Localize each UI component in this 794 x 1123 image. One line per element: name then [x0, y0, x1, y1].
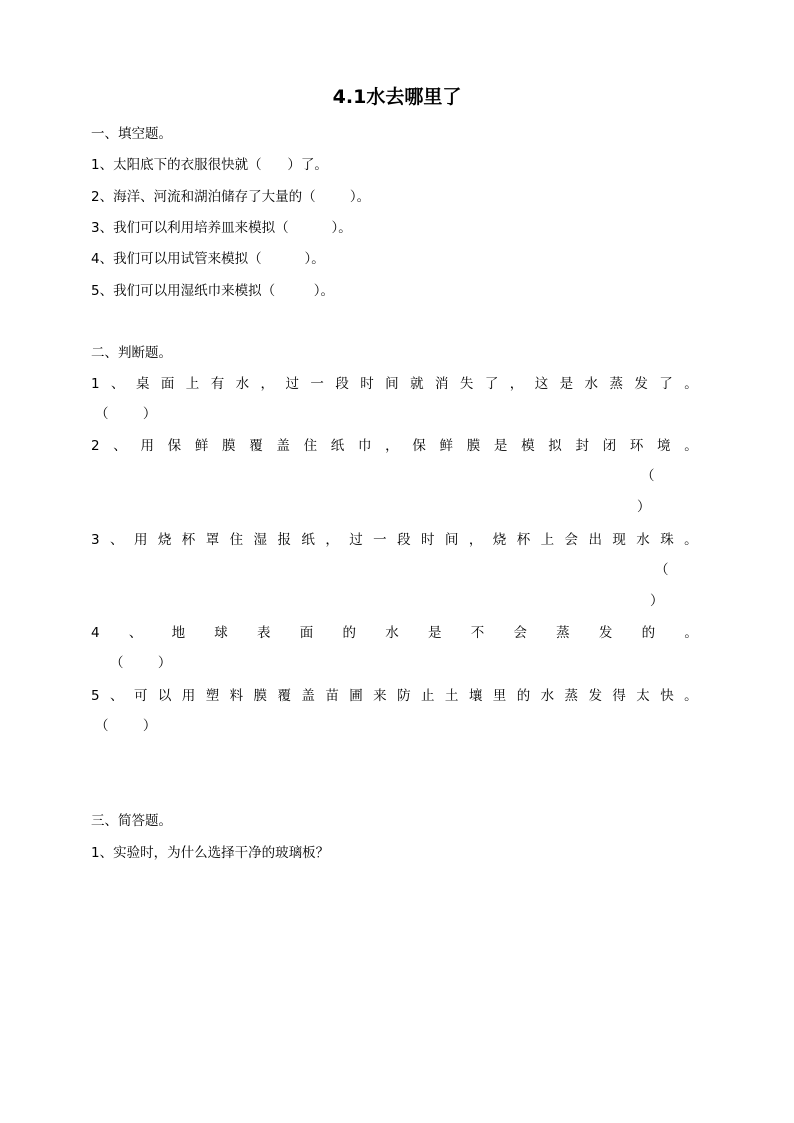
judge-answer-3-close: ） [650, 593, 664, 609]
fill-question-2: 2、海洋、河流和湖泊储存了大量的（ ）。 [91, 189, 371, 205]
judge-question-3: 3 、 用 烧 杯 罩 住 湿 报 纸 ， 过 一 段 时 间 ， 烧 杯 上 会 出 现 水 珠 。 [91, 532, 698, 548]
judge-question-5: 5 、 可 以 用 塑 料 膜 覆 盖 苗 圃 来 防 止 土 壤 里 的 水 蒸 发 得 太 快 。 [91, 688, 698, 704]
judge-answer-4: （ ） [110, 655, 172, 671]
judge-answer-5: （ ） [95, 718, 157, 734]
judge-answer-1: （ ） [95, 406, 157, 422]
judge-question-2: 2 、 用 保 鲜 膜 覆 盖 住 纸 巾 ， 保 鲜 膜 是 模 拟 封 闭 环 境 。 [91, 438, 698, 454]
judge-question-4: 4 、 地 球 表 面 的 水 是 不 会 蒸 发 的 。 [91, 625, 698, 641]
fill-question-4: 4、我们可以用试管来模拟（ ）。 [91, 251, 325, 267]
judge-answer-2-open: （ [641, 468, 655, 484]
judge-answer-2-close: ） [637, 499, 651, 515]
section2-heading: 二、判断题。 [91, 345, 172, 361]
fill-question-3: 3、我们可以利用培养皿来模拟（ ）。 [91, 220, 352, 236]
fill-question-1: 1、太阳底下的衣服很快就（ ）了。 [91, 157, 328, 173]
short-answer-question-1: 1、实验时，为什么选择干净的玻璃板？ [91, 845, 330, 861]
judge-question-1: 1 、 桌 面 上 有 水 ， 过 一 段 时 间 就 消 失 了 ， 这 是 水 蒸 发 了 。 [91, 376, 698, 392]
judge-answer-3-open: （ [655, 562, 669, 578]
fill-question-5: 5、我们可以用湿纸巾来模拟（ ）。 [91, 283, 334, 299]
section1-heading: 一、填空题。 [91, 126, 172, 142]
page-title: 4.1水去哪里了 [332, 86, 462, 108]
section3-heading: 三、简答题。 [91, 813, 172, 829]
